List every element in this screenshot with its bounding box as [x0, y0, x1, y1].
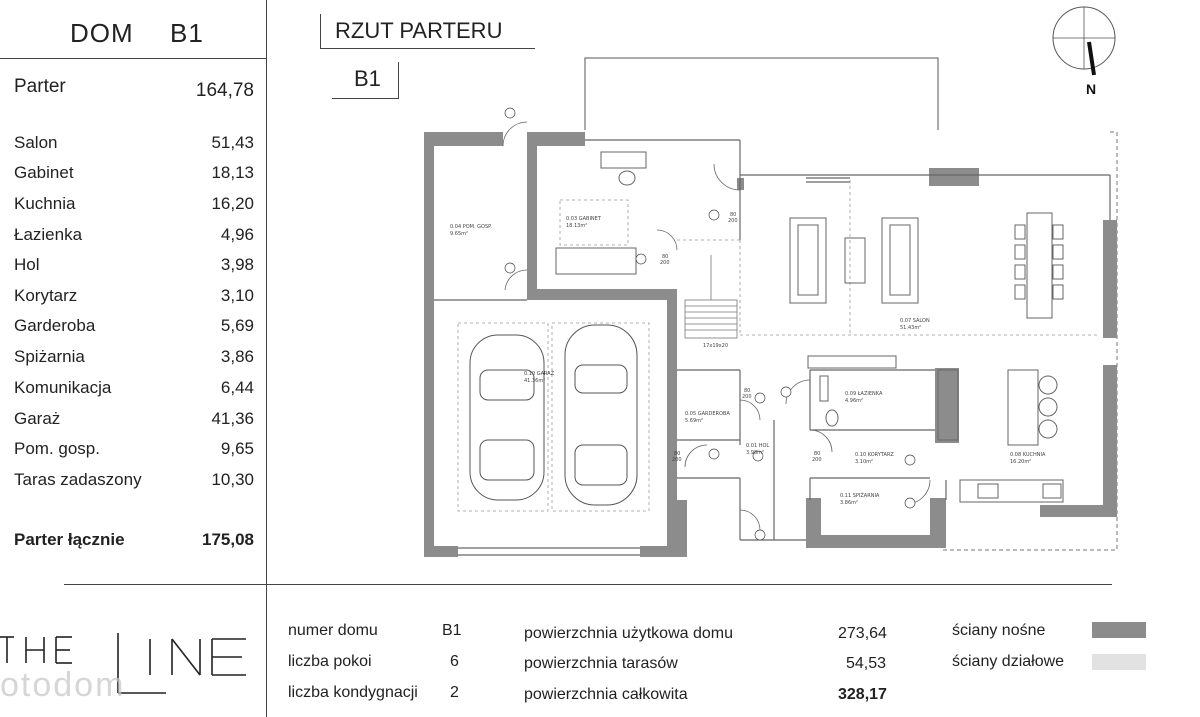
- label-salon: 0.07 SALON: [900, 318, 930, 324]
- floors-label: liczba kondygnacji: [288, 684, 418, 701]
- room-area: 41,36: [211, 409, 254, 428]
- staircase: [685, 255, 737, 338]
- floor-label: Parter: [14, 76, 66, 97]
- terrace-area-value: 54,53: [846, 655, 887, 672]
- room-name: Salon: [14, 133, 58, 152]
- label-gabinet: 0.03 GABINET: [566, 216, 601, 222]
- doors: [503, 122, 930, 530]
- floor-total-value: 175,08: [202, 530, 254, 549]
- north-arrow-icon: [1089, 42, 1094, 75]
- label-garaz: 0.10 GARAŻ: [524, 371, 555, 377]
- usable-area-label: powierzchnia użytkowa domu: [524, 625, 733, 642]
- load-bearing-walls: [424, 132, 1117, 557]
- label-salon-area: 51.43m²: [900, 325, 922, 331]
- svg-text:200: 200: [672, 457, 682, 463]
- label-hol-area: 3.98m²: [746, 450, 765, 456]
- label-hol: 0.01 HOL: [746, 443, 770, 449]
- dashed-zones: [458, 180, 1100, 511]
- floor-area-value: 164,78: [195, 80, 254, 101]
- label-lazienka: 0.09 ŁAZIENKA: [845, 391, 883, 397]
- otodom-watermark: otodom: [0, 666, 126, 704]
- floor-total-label: Parter łącznie: [14, 530, 125, 549]
- bottom-divider: [64, 584, 1112, 585]
- label-kuchnia-area: 16.20m²: [1010, 459, 1032, 465]
- compass-north-label: N: [1086, 81, 1097, 97]
- dom-label: DOM: [70, 18, 134, 48]
- svg-text:80: 80: [744, 388, 751, 394]
- terrace-area-label: powierzchnia tarasów: [524, 655, 678, 672]
- house-number-label: numer domu: [288, 622, 378, 639]
- label-garaz-area: 41.36m²: [524, 378, 546, 384]
- room-name: Hol: [14, 255, 40, 274]
- rooms-count-label: liczba pokoi: [288, 653, 372, 670]
- svg-text:200: 200: [742, 394, 752, 400]
- svg-text:80: 80: [674, 451, 681, 457]
- load-walls-swatch: [1092, 622, 1146, 638]
- room-labels: [450, 216, 1046, 506]
- label-spizarnia: 0.11 SPIŻARNIA: [840, 493, 880, 499]
- label-stairs: 17x19x20: [703, 343, 729, 349]
- label-garderoba-area: 5.69m²: [685, 418, 704, 424]
- terrace-outline: [585, 58, 938, 130]
- room-name: Garaż: [14, 409, 61, 428]
- room-area: 9,65: [220, 439, 254, 458]
- compass: [1053, 7, 1115, 97]
- label-pom-gosp: 0.04 POM. GOSP.: [450, 224, 492, 230]
- room-name: Pom. gosp.: [14, 439, 100, 458]
- floors-value: 2: [450, 684, 459, 701]
- bottom-vertical-divider: [266, 584, 267, 717]
- load-walls-label: ściany nośne: [952, 622, 1046, 639]
- plan-title: RZUT PARTERU: [335, 18, 503, 43]
- room-area: 6,44: [220, 378, 254, 397]
- room-name: Komunikacja: [14, 378, 112, 397]
- room-area: 10,30: [211, 470, 254, 489]
- partition-walls-label: ściany działowe: [952, 653, 1065, 670]
- room-name: Gabinet: [14, 163, 74, 182]
- svg-text:80: 80: [730, 212, 737, 218]
- room-name: Kuchnia: [14, 194, 76, 213]
- total-area-value: 328,17: [838, 686, 887, 703]
- room-name: Garderoba: [14, 316, 96, 335]
- room-area: 16,20: [211, 194, 254, 213]
- room-area: 3,86: [220, 347, 254, 366]
- terrace-dashed-outline: [940, 132, 1117, 550]
- garage-cars: [470, 325, 637, 505]
- svg-text:200: 200: [728, 218, 738, 224]
- label-korytarz: 0.10 KORYTARZ: [855, 452, 894, 458]
- plan-code: B1: [354, 66, 381, 91]
- room-area: 3,98: [220, 255, 254, 274]
- room-name: Taras zadaszony: [14, 470, 142, 489]
- label-pom-gosp-area: 9.65m²: [450, 231, 469, 237]
- room-name: Korytarz: [14, 286, 78, 305]
- svg-text:80: 80: [814, 451, 821, 457]
- door-size-labels: [660, 212, 822, 463]
- label-gabinet-area: 18.13m²: [566, 223, 588, 229]
- total-area-label: powierzchnia całkowita: [524, 686, 688, 703]
- room-area: 3,10: [220, 286, 254, 305]
- label-garderoba: 0.05 GARDEROBA: [685, 411, 730, 417]
- room-area: 18,13: [211, 163, 254, 182]
- room-name: Łazienka: [14, 225, 83, 244]
- rooms-count-value: 6: [450, 653, 459, 670]
- label-lazienka-area: 4.96m²: [845, 398, 864, 404]
- label-korytarz-area: 3.10m²: [855, 459, 874, 465]
- label-kuchnia: 0.08 KUCHNIA: [1010, 452, 1046, 458]
- partition-walls-swatch: [1092, 654, 1146, 670]
- svg-text:200: 200: [660, 260, 670, 266]
- furniture: [556, 152, 1063, 502]
- label-spizarnia-area: 3.86m²: [840, 500, 859, 506]
- house-code: B1: [170, 18, 204, 48]
- room-name: Spiżarnia: [14, 347, 85, 366]
- room-area: 51,43: [211, 133, 254, 152]
- house-number-value: B1: [442, 622, 462, 639]
- svg-text:200: 200: [812, 457, 822, 463]
- svg-text:80: 80: [662, 254, 669, 260]
- room-area: 5,69: [220, 316, 254, 335]
- room-area: 4,96: [220, 225, 254, 244]
- usable-area-value: 273,64: [838, 625, 887, 642]
